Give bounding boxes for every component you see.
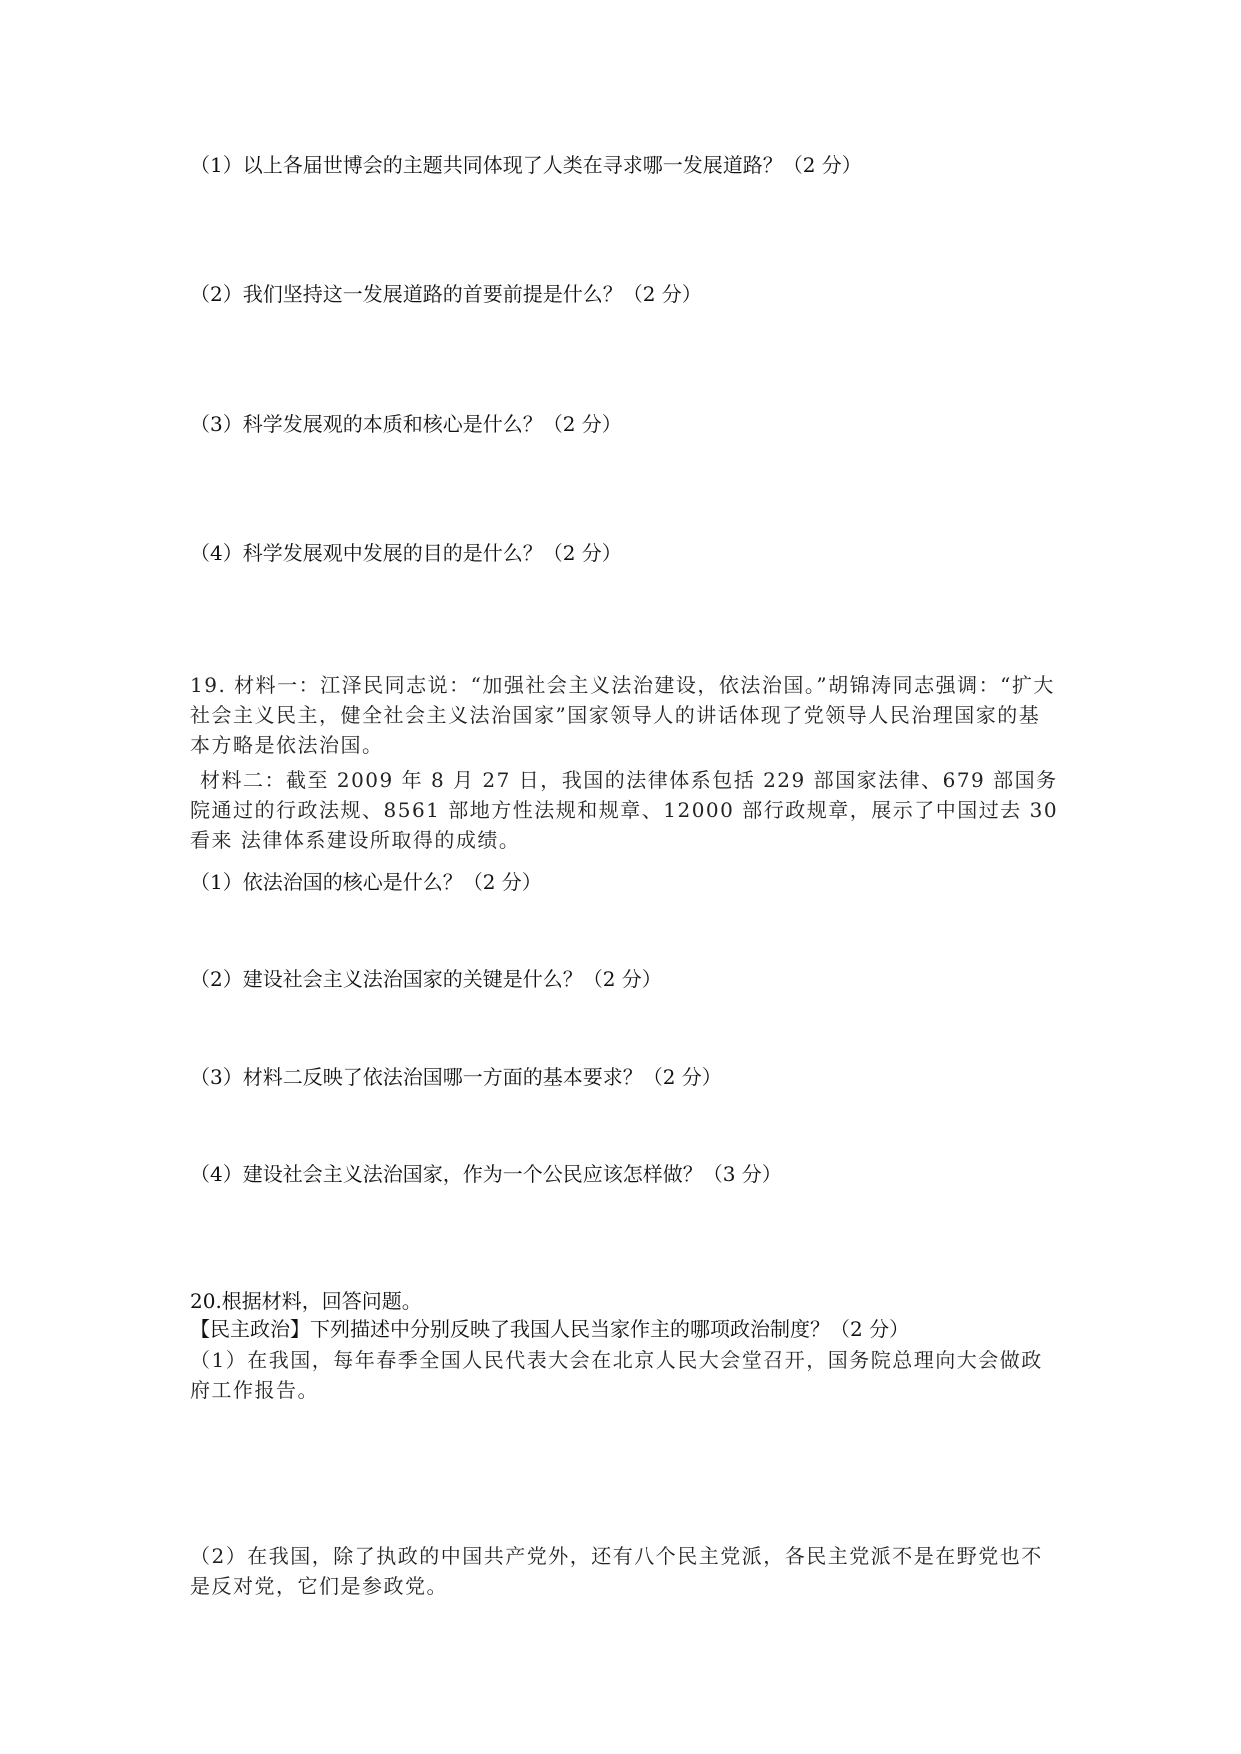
q18-sub1: （1）以上各届世博会的主题共同体现了人类在寻求哪一发展道路？（2 分） [190,153,862,177]
q20-section: 【民主政治】下列描述中分别反映了我国人民当家作主的哪项政治制度？（2 分） [190,1317,910,1341]
q18-sub4: （4）科学发展观中发展的目的是什么？（2 分） [190,541,622,565]
q20-sub2: （2）在我国，除了执政的中国共产党外，还有八个民主党派，各民主党派不是在野党也不是反对党，它们是参政党。 [190,1544,1043,1598]
q19-sub4: （4）建设社会主义法治国家，作为一个公民应该怎样做？（3 分） [190,1162,782,1186]
q18-sub3: （3）科学发展观的本质和核心是什么？（2 分） [190,412,622,436]
q19-material1: 19. 材料一：江泽民同志说：“加强社会主义法治建设，依法治国。”胡锦涛同志强调：“扩大社会主义民主，健全社会主义法治国家”国家领导人的讲话体现了党领导人民治理国家的基本方略是依法治国。 [190,673,1055,757]
q20-intro: 20.根据材料，回答问题。 [190,1289,422,1313]
q18-sub2: （2）我们坚持这一发展道路的首要前提是什么？（2 分） [190,282,702,306]
q19-sub1: （1）依法治国的核心是什么？（2 分） [190,870,542,894]
q20-sub1: （1）在我国，每年春季全国人民代表大会在北京人民大会堂召开，国务院总理向大会做政府工作报告。 [190,1348,1043,1402]
q19-sub2: （2）建设社会主义法治国家的关键是什么？（2 分） [190,967,662,991]
q19-material2: 材料二：截至 2009 年 8 月 27 日，我国的法律体系包括 229 部国家法律、679 部国务院通过的行政法规、8561 部地方性法规和规章、12000 部行政规章，展示了中国过去 30 看来 法律体系建设所取得的成绩。 [190,768,1059,852]
q19-sub3: （3）材料二反映了依法治国哪一方面的基本要求？（2 分） [190,1065,722,1089]
